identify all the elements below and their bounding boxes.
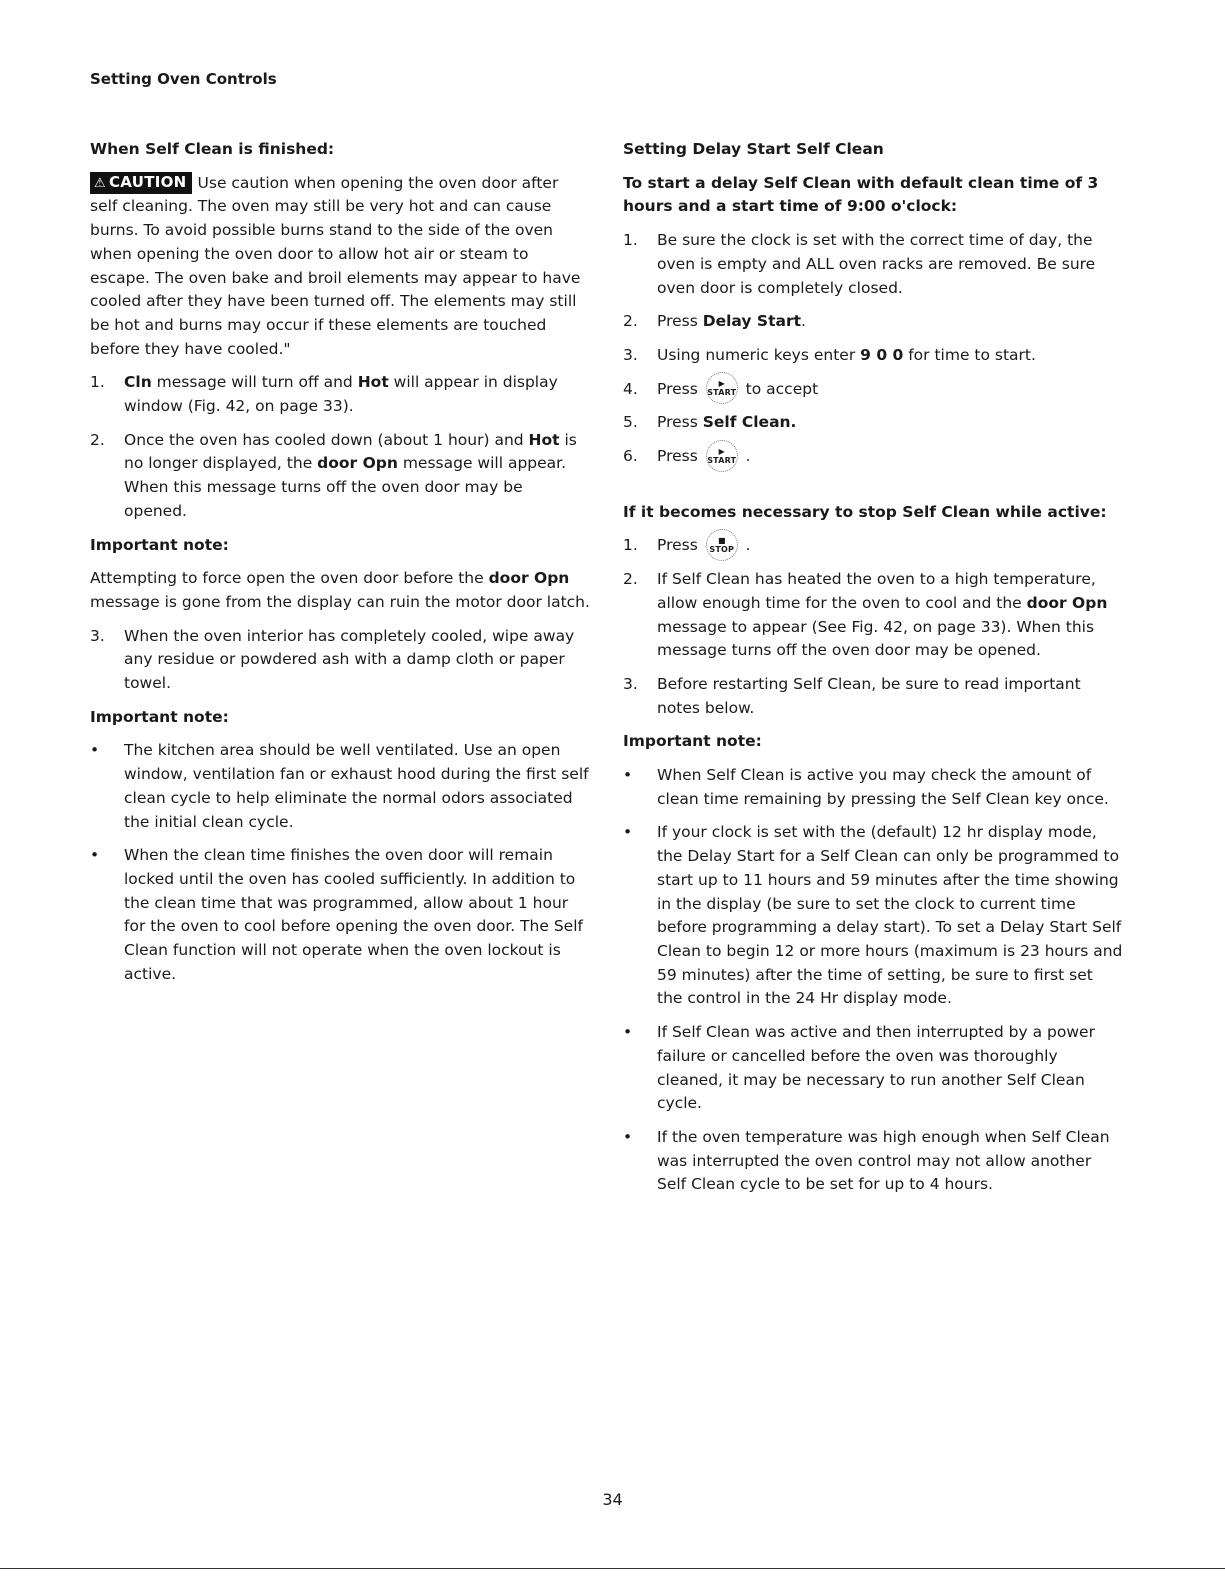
bullet-item — [623, 821, 1123, 1011]
step-number: 1. — [623, 536, 638, 555]
step-number: 3. — [623, 674, 638, 693]
bullet-marker: • — [623, 1127, 633, 1146]
bullet-item — [90, 844, 590, 986]
right-column — [623, 138, 1123, 1207]
bottom-divider — [0, 1568, 1225, 1569]
self-clean-finished-heading: When Self Clean is finished: — [90, 140, 335, 158]
step-text: is no longer displayed, the — [124, 430, 577, 473]
bullet-marker: • — [90, 741, 100, 760]
caution-badge — [90, 172, 192, 194]
step-text: Press — [657, 413, 703, 432]
caution-paragraph — [90, 172, 590, 362]
start-key-icon — [706, 372, 738, 404]
important-note-heading: Important note: — [90, 535, 229, 554]
caution-text: Use caution when opening the oven door after self cleaning. The oven may still be very hot and can cause burns. To avoid possible burns stand to the side of the oven when opening the oven door to allow hot air or steam to escape. The oven bake and broil elements may appear to have cooled after they have been turned off. The elements may still be hot and burns may occur if these elements are touched before they have cooled." — [90, 173, 581, 358]
list-item — [623, 229, 1123, 300]
step-text: . — [740, 536, 751, 555]
page-number: 34 — [602, 1490, 623, 1509]
list-item — [623, 310, 1123, 334]
list-item — [623, 411, 1123, 435]
step-number: 1. — [623, 231, 638, 250]
bullet-marker: • — [623, 1023, 633, 1042]
bullet-marker: • — [623, 766, 633, 785]
bullet-item — [623, 1126, 1123, 1197]
bullet-marker: • — [90, 846, 100, 865]
step-text: will appear in display window (Fig. 42, on page 33). — [124, 373, 558, 416]
bold-text: Self Clean. — [702, 413, 797, 432]
bullet-text: The kitchen area should be well ventilated. Use an open window, ventilation fan or exhaust hood during the first self clean cycle to help eliminate the normal odors associated the initial clean cycle. — [124, 741, 589, 831]
start-key-label: START — [707, 455, 737, 465]
warning-triangle-icon: ⚠ — [94, 175, 106, 191]
bold-text: Hot — [528, 430, 560, 449]
step-text: Once the oven has cooled down (about 1 hour) and — [124, 430, 529, 449]
list-item — [623, 534, 1123, 558]
bullet-marker: • — [623, 823, 633, 842]
delay-start-heading: Setting Delay Start Self Clean — [623, 140, 884, 158]
step-text: When the oven interior has completely cooled, wipe away any residue or powdered ash with a damp cloth or paper towel. — [124, 626, 575, 693]
step-number: 2. — [623, 570, 638, 589]
step-text: Press — [657, 379, 703, 398]
list-item — [623, 673, 1123, 720]
bullet-item — [623, 764, 1123, 811]
section-spacer — [623, 479, 1123, 501]
left-column — [90, 138, 590, 997]
stop-key-icon — [706, 529, 738, 561]
important-note-heading: Important note: — [90, 707, 229, 726]
step-number: 1. — [90, 373, 105, 392]
step-text: Press — [657, 536, 703, 555]
step-text: Before restarting Self Clean, be sure to read important notes below. — [657, 674, 1081, 717]
step-text: for time to start. — [903, 345, 1036, 364]
list-item — [623, 344, 1123, 368]
bullet-text: When Self Clean is active you may check the amount of clean time remaining by pressing the Self Clean key once. — [657, 766, 1109, 808]
caution-label: CAUTION — [108, 172, 187, 191]
step-text: message will appear. When this message turns off the oven door may be opened. — [124, 454, 567, 520]
step-number: 2. — [623, 312, 638, 331]
start-key-label: START — [707, 388, 737, 398]
bullet-text: When the clean time finishes the oven door will remain locked until the oven has cooled sufficiently. In addition to the clean time that was programmed, allow about 1 hour for the oven to cool before opening the oven door. The Self Clean function will not operate when the oven lockout is active. — [124, 846, 583, 983]
note-text: Attempting to force open the oven door before the — [90, 569, 489, 588]
step-text: message to appear (See Fig. 42, on page 33). When this message turns off the oven door may be opened. — [657, 617, 1095, 660]
bold-text: Delay Start — [702, 312, 801, 331]
stop-key-label: STOP — [709, 544, 735, 554]
important-note-text — [90, 567, 590, 614]
important-note-heading: Important note: — [623, 732, 762, 751]
step-text: If Self Clean has heated the oven to a high temperature, allow enough time for the oven to cool and the — [657, 570, 1096, 612]
bold-text: door Opn — [1026, 593, 1108, 612]
play-icon: ▶ — [718, 379, 725, 389]
play-icon: ▶ — [718, 446, 725, 456]
step-text: to accept — [740, 379, 819, 398]
step-text: Press — [657, 447, 703, 466]
bullet-item — [90, 739, 590, 834]
list-item — [623, 568, 1123, 663]
bold-text: Cln — [124, 373, 152, 392]
step-number: 4. — [623, 379, 638, 398]
list-item — [90, 429, 590, 524]
step-text: Press — [657, 312, 703, 331]
bullet-item — [623, 1021, 1123, 1116]
step-number: 6. — [623, 447, 638, 466]
step-text: Be sure the clock is set with the correct time of day, the oven is empty and ALL oven racks are removed. Be sure oven door is completely closed. — [657, 231, 1096, 297]
stop-self-clean-heading: If it becomes necessary to stop Self Clean while active: — [623, 502, 1107, 521]
step-number: 2. — [90, 430, 105, 449]
step-number: 3. — [90, 626, 105, 645]
step-number: 5. — [623, 413, 638, 432]
list-item — [623, 445, 1123, 469]
bold-text: door Opn — [317, 454, 398, 473]
bullet-text: If the oven temperature was high enough when Self Clean was interrupted the oven control may not allow another Self Clean cycle to be set for up to 4 hours. — [657, 1127, 1110, 1194]
delay-start-subheading: To start a delay Self Clean with default clean time of 3 hours and a start time of 9:00 o'clock: — [623, 173, 1099, 216]
list-item — [623, 378, 1123, 402]
bullet-text: If Self Clean was active and then interrupted by a power failure or cancelled before the oven was thoroughly cleaned, it may be necessary to run another Self Clean cycle. — [657, 1023, 1095, 1113]
step-text: . — [801, 312, 806, 331]
step-text: message will turn off and — [151, 373, 358, 392]
step-number: 3. — [623, 345, 638, 364]
step-text: Using numeric keys enter — [657, 345, 861, 364]
bold-text: door Opn — [488, 569, 570, 588]
bold-text: Hot — [357, 373, 389, 392]
page-header-title: Setting Oven Controls — [90, 70, 277, 88]
start-key-icon — [706, 440, 738, 472]
list-item — [90, 371, 590, 418]
step-text: . — [740, 447, 751, 466]
stop-square-icon: ■ — [717, 535, 726, 545]
bold-text: 9 0 0 — [860, 345, 904, 364]
note-text: message is gone from the display can ruin the motor door latch. — [90, 592, 590, 611]
list-item — [90, 625, 590, 696]
bullet-text: If your clock is set with the (default) 12 hr display mode, the Delay Start for a Self Clean can only be programmed to start up to 11 hours and 59 minutes after the time showing in the display (be sure to set the clock to current time before programming a delay start). To set a Delay Start Self Clean to begin 12 or more hours (maximum is 23 hours and 59 minutes) after the time of setting, be sure to first set the control in the 24 Hr display mode. — [657, 823, 1123, 1008]
